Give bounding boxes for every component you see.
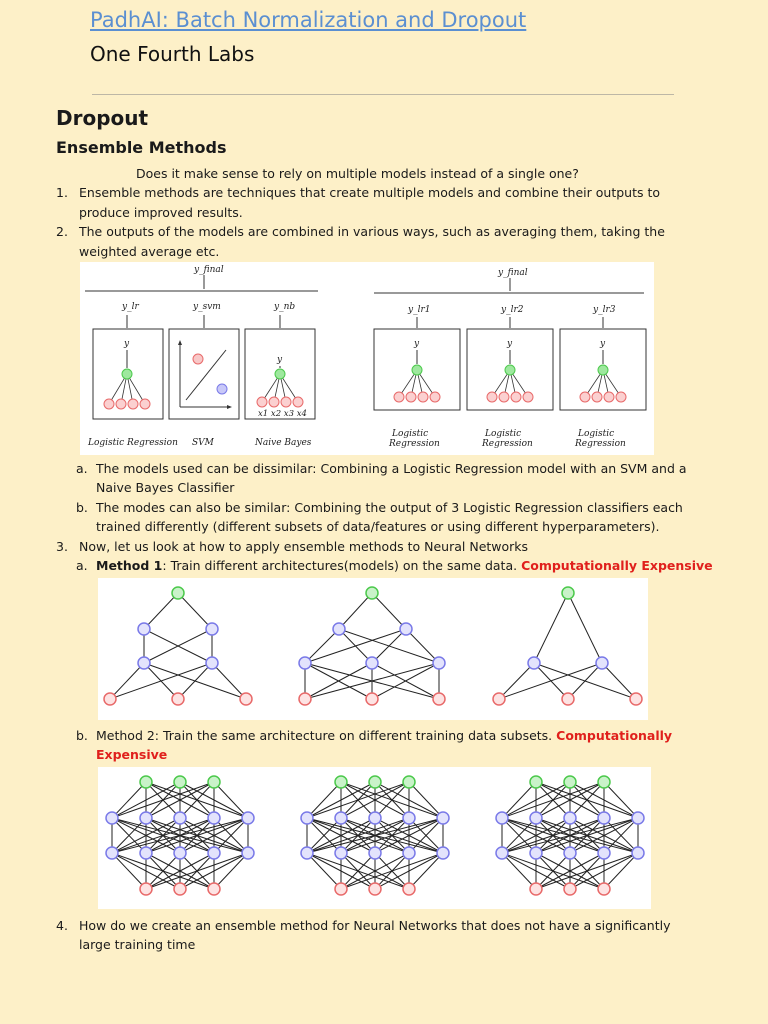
hidden-node	[140, 847, 152, 859]
list-item-2b-line1: The modes can also be similar: Combining the output of 3 Logistic Regression classifiers each	[96, 500, 683, 515]
output-node	[172, 587, 184, 599]
hidden-node	[366, 657, 378, 669]
hidden-node	[400, 623, 412, 635]
input-node	[511, 392, 521, 402]
connection	[144, 663, 178, 699]
intro-question: Does it make sense to rely on multiple models instead of a single one?	[136, 166, 579, 181]
connection	[144, 593, 178, 629]
output-node	[562, 587, 574, 599]
list-number: 4.	[56, 918, 68, 933]
logistic-network-2	[487, 339, 533, 402]
output-node	[598, 776, 610, 788]
connection	[307, 853, 409, 889]
hidden-node	[530, 812, 542, 824]
logistic-network-1	[394, 339, 440, 402]
output-node	[366, 587, 378, 599]
cost-warning-continued: Expensive	[96, 747, 168, 762]
output-node	[530, 776, 542, 788]
model-output-label: y_lr1	[408, 305, 431, 315]
hidden-node	[174, 847, 186, 859]
section-title: Dropout	[56, 106, 149, 130]
connection	[307, 782, 341, 818]
list-item-4-line1: How do we create an ensemble method for Neural Networks that does not have a significantly	[79, 918, 671, 933]
list-letter: b.	[76, 728, 88, 743]
hidden-node	[140, 812, 152, 824]
output-node	[403, 776, 415, 788]
hidden-node	[206, 657, 218, 669]
model-caption: Logistic	[485, 429, 522, 439]
input-node	[140, 883, 152, 895]
connection	[214, 782, 248, 818]
connection	[112, 782, 146, 818]
output-y-label: y	[124, 339, 130, 349]
hidden-node	[208, 812, 220, 824]
input-node	[104, 399, 114, 409]
subsection-title: Ensemble Methods	[56, 138, 227, 157]
output-node	[275, 369, 285, 379]
output-y-label: y	[277, 355, 283, 365]
model-caption: Regression	[575, 439, 626, 449]
document-title-link[interactable]: PadhAI: Batch Normalization and Dropout	[90, 8, 527, 32]
hidden-node	[206, 623, 218, 635]
input-node	[394, 392, 404, 402]
hidden-node	[598, 812, 610, 824]
dense-network-2	[301, 776, 449, 895]
input-node	[616, 392, 626, 402]
hidden-node	[301, 812, 313, 824]
list-item-1-line1: Ensemble methods are techniques that create multiple models and combine their outputs to	[79, 185, 661, 200]
connection	[604, 782, 638, 818]
hidden-node	[528, 657, 540, 669]
hidden-node	[369, 847, 381, 859]
connection	[409, 782, 443, 818]
input-node	[580, 392, 590, 402]
input-node	[598, 883, 610, 895]
hidden-node	[403, 812, 415, 824]
hidden-node	[437, 812, 449, 824]
list-item-2-line1: The outputs of the models are combined in various ways, such as averaging them, taking the	[79, 224, 665, 239]
output-y-label: y	[600, 339, 606, 349]
input-node	[208, 883, 220, 895]
connection	[602, 663, 636, 699]
input-node	[403, 883, 415, 895]
svm-class-point	[217, 384, 227, 394]
connection	[502, 853, 604, 889]
connection	[534, 593, 568, 663]
connection	[499, 663, 534, 699]
input-node	[366, 693, 378, 705]
hidden-node	[208, 847, 220, 859]
hidden-node	[138, 623, 150, 635]
output-node	[335, 776, 347, 788]
hidden-node	[632, 812, 644, 824]
input-node	[564, 883, 576, 895]
connection	[372, 593, 406, 629]
output-node	[412, 365, 422, 375]
hidden-node	[174, 812, 186, 824]
input-node	[174, 883, 186, 895]
connection	[214, 853, 248, 889]
hidden-node	[403, 847, 415, 859]
list-item-1-line2: produce improved results.	[79, 205, 243, 220]
connection	[604, 853, 638, 889]
input-node	[269, 397, 279, 407]
method-1-architectures-figure	[98, 578, 648, 720]
hidden-node	[106, 847, 118, 859]
list-number: 1.	[56, 185, 68, 200]
network-architecture-3	[493, 587, 642, 705]
hidden-node	[369, 812, 381, 824]
dense-network-3	[496, 776, 644, 895]
input-node	[433, 693, 445, 705]
hidden-node	[596, 657, 608, 669]
similar-models-diagram	[374, 268, 646, 449]
naive-bayes-network	[257, 369, 303, 407]
input-node	[116, 399, 126, 409]
hidden-node	[106, 812, 118, 824]
cost-warning: Computationally Expensive	[521, 558, 713, 573]
connection	[178, 593, 212, 629]
document-subtitle: One Fourth Labs	[90, 42, 255, 66]
model-caption: Regression	[482, 439, 533, 449]
list-letter: a.	[76, 461, 88, 476]
final-output-label: y_final	[194, 265, 224, 275]
hidden-node	[242, 812, 254, 824]
hidden-node	[299, 657, 311, 669]
model-output-label: y_nb	[274, 302, 296, 312]
output-y-label: y	[507, 339, 513, 349]
output-node	[598, 365, 608, 375]
connection	[112, 853, 146, 889]
hidden-node	[598, 847, 610, 859]
input-node	[369, 883, 381, 895]
list-letter: b.	[76, 500, 88, 515]
list-item-2a-line2: Naive Bayes Classifier	[96, 480, 235, 495]
input-node	[240, 693, 252, 705]
model-output-label: y_lr3	[593, 305, 616, 315]
list-item-3b-line1	[96, 726, 672, 746]
connection	[502, 853, 536, 889]
connection	[110, 663, 144, 699]
connection	[305, 629, 339, 663]
input-node	[335, 883, 347, 895]
output-node	[564, 776, 576, 788]
logistic-network	[104, 369, 150, 409]
dense-network-1	[106, 776, 254, 895]
hidden-node	[564, 812, 576, 824]
list-item-3: Now, let us look at how to apply ensemble methods to Neural Networks	[79, 539, 529, 554]
connection	[536, 782, 638, 818]
method-1-text: : Train different architectures(models) on the same data.	[162, 558, 522, 573]
list-letter: a.	[76, 558, 88, 573]
final-output-label: y_final	[498, 268, 528, 278]
input-node	[104, 693, 116, 705]
input-node	[562, 693, 574, 705]
method-2-text: Method 2: Train the same architecture on different training data subsets.	[96, 728, 557, 743]
hidden-node	[301, 847, 313, 859]
hidden-node	[530, 847, 542, 859]
network-architecture-1	[104, 587, 252, 705]
input-node	[128, 399, 138, 409]
connection	[212, 663, 246, 699]
hidden-node	[242, 847, 254, 859]
input-node	[604, 392, 614, 402]
input-node	[493, 693, 505, 705]
connection	[341, 782, 443, 818]
hidden-node	[496, 847, 508, 859]
input-node	[630, 693, 642, 705]
header-divider	[92, 94, 674, 95]
output-y-label: y	[414, 339, 420, 349]
connection	[144, 663, 246, 699]
connection	[534, 663, 568, 699]
list-item-2-line2: weighted average etc.	[79, 244, 220, 259]
output-node	[369, 776, 381, 788]
model-output-label: y_lr2	[501, 305, 524, 315]
model-caption: Logistic	[392, 429, 429, 439]
svm-class-point	[193, 354, 203, 364]
connection	[307, 853, 341, 889]
connection	[409, 853, 443, 889]
output-node	[505, 365, 515, 375]
list-number: 3.	[56, 539, 68, 554]
model-output-label: y_lr	[122, 302, 139, 312]
model-caption: Regression	[389, 439, 440, 449]
input-node	[487, 392, 497, 402]
input-node	[530, 883, 542, 895]
input-node	[418, 392, 428, 402]
model-output-label: y_svm	[193, 302, 221, 312]
method-2-same-architecture-figure	[98, 767, 651, 909]
list-item-3a	[96, 556, 713, 576]
ensemble-models-figure	[80, 262, 654, 455]
cost-warning: Computationally	[556, 728, 673, 743]
hidden-node	[632, 847, 644, 859]
connection	[112, 853, 214, 889]
logistic-network-3	[580, 339, 626, 402]
input-node	[140, 399, 150, 409]
output-node	[140, 776, 152, 788]
svm-plot	[178, 340, 232, 409]
model-caption: Logistic Regression	[88, 438, 178, 448]
input-node	[430, 392, 440, 402]
connection	[339, 593, 372, 629]
dissimilar-models-diagram	[85, 265, 318, 448]
list-item-2b-line2: trained differently (different subsets of data/features or using different hyperparameters).	[96, 519, 660, 534]
model-caption: Naive Bayes	[255, 438, 312, 448]
hidden-node	[433, 657, 445, 669]
connection	[146, 782, 248, 818]
list-item-2a-line1: The models used can be dissimilar: Combining a Logistic Regression model with an SVM and a	[96, 461, 687, 476]
hidden-node	[496, 812, 508, 824]
method-1-label: Method 1	[96, 558, 163, 573]
hidden-node	[437, 847, 449, 859]
input-node	[523, 392, 533, 402]
output-node	[174, 776, 186, 788]
output-node	[208, 776, 220, 788]
input-node	[406, 392, 416, 402]
input-node	[499, 392, 509, 402]
output-node	[122, 369, 132, 379]
hidden-node	[333, 623, 345, 635]
network-architecture-2	[299, 587, 445, 705]
hidden-node	[335, 812, 347, 824]
list-number: 2.	[56, 224, 68, 239]
input-node	[257, 397, 267, 407]
model-caption: Logistic	[578, 429, 615, 439]
input-node	[281, 397, 291, 407]
feature-labels: x1 x2 x3 x4	[258, 409, 307, 419]
connection	[568, 593, 602, 663]
hidden-node	[335, 847, 347, 859]
input-node	[592, 392, 602, 402]
hidden-node	[564, 847, 576, 859]
list-item-4-line2: large training time	[79, 937, 196, 952]
model-caption: SVM	[192, 438, 214, 448]
input-node	[299, 693, 311, 705]
connection	[502, 782, 536, 818]
input-node	[172, 693, 184, 705]
hidden-node	[138, 657, 150, 669]
input-node	[293, 397, 303, 407]
